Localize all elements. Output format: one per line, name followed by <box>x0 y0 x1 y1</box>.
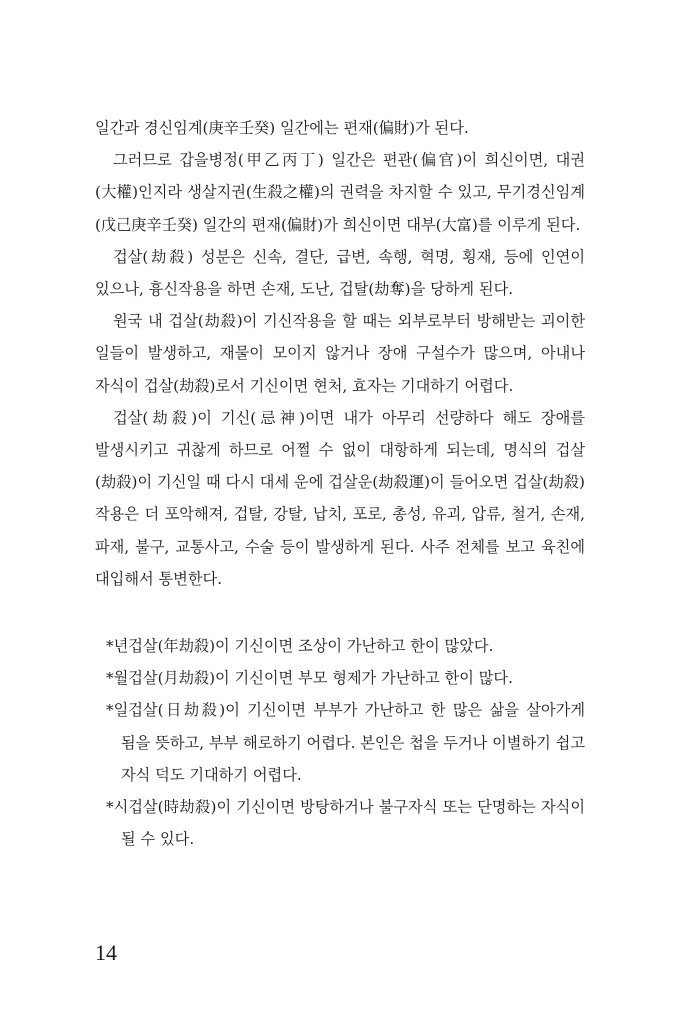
body-text <box>95 112 585 595</box>
note-item: *시겁살(時劫殺)이 기신이면 방탕하거나 불구자식 또는 단명하는 자식이 될 수 있다. <box>106 798 585 849</box>
paragraph: 겁살(劫殺) 성분은 신속, 결단, 급변, 속행, 혁명, 횡재, 등에 인연이 있으나, 흉신작용을 하면 손재, 도난, 겁탈(劫奪)을 당하게 된다. <box>95 247 585 299</box>
paragraph: 그러므로 갑을병정(甲乙丙丁) 일간은 편관(偏官)이 희신이면, 대권(大權)인지라 생살지권(生殺之權)의 권력을 차지할 수 있고, 무기경신임계(戊己庚辛壬癸) 일간의 편재(偏財)가 희신이면 대부(大富)를 이루게 된다. <box>95 151 585 234</box>
note-item: *일겁살(日劫殺)이 기신이면 부부가 가난하고 한 많은 삶을 살아가게 됨을 뜻하고, 부부 해로하기 어렵다. 본인은 첩을 두거나 이별하기 쉽고 자식 덕도 기대하기 어렵다. <box>106 701 585 784</box>
paragraph: 일간과 경신임계(庚辛壬癸) 일간에는 편재(偏財)가 된다. <box>95 119 469 137</box>
note-item: *년겁살(年劫殺)이 기신이면 조상이 가난하고 한이 많았다. <box>106 637 494 655</box>
paragraph: 겁살(劫殺)이 기신(忌神)이면 내가 아무리 선량하다 해도 장애를 발생시키고 귀찮게 하므로 어쩔 수 없이 대항하게 되는데, 명식의 겁살(劫殺)이 기신일 때 다시 대세 운에 겁살운(劫殺運)이 들어오면 겁살(劫殺) 작용은 더 포악해져, 겁탈, 강탈, 납치, 포로, 총성, 유괴, 압류, 철거, 손재, 파재, 불구, 교통사고, 수술 등이 발생하게 된다. 사주 전체를 보고 육친에 대입해서 통변한다. <box>95 408 585 588</box>
paragraph: 원국 내 겁살(劫殺)이 기신작용을 할 때는 외부로부터 방해받는 괴이한 일들이 발생하고, 재물이 모이지 않거나 장애 구설수가 많으며, 아내나 자식이 겁살(劫殺)로서 기신이면 현처, 효자는 기대하기 어렵다. <box>95 312 585 395</box>
note-item: *월겁살(月劫殺)이 기신이면 부모 형제가 가난하고 한이 많다. <box>106 669 513 688</box>
page-number: 14 <box>95 940 117 965</box>
notes-list <box>95 630 585 855</box>
